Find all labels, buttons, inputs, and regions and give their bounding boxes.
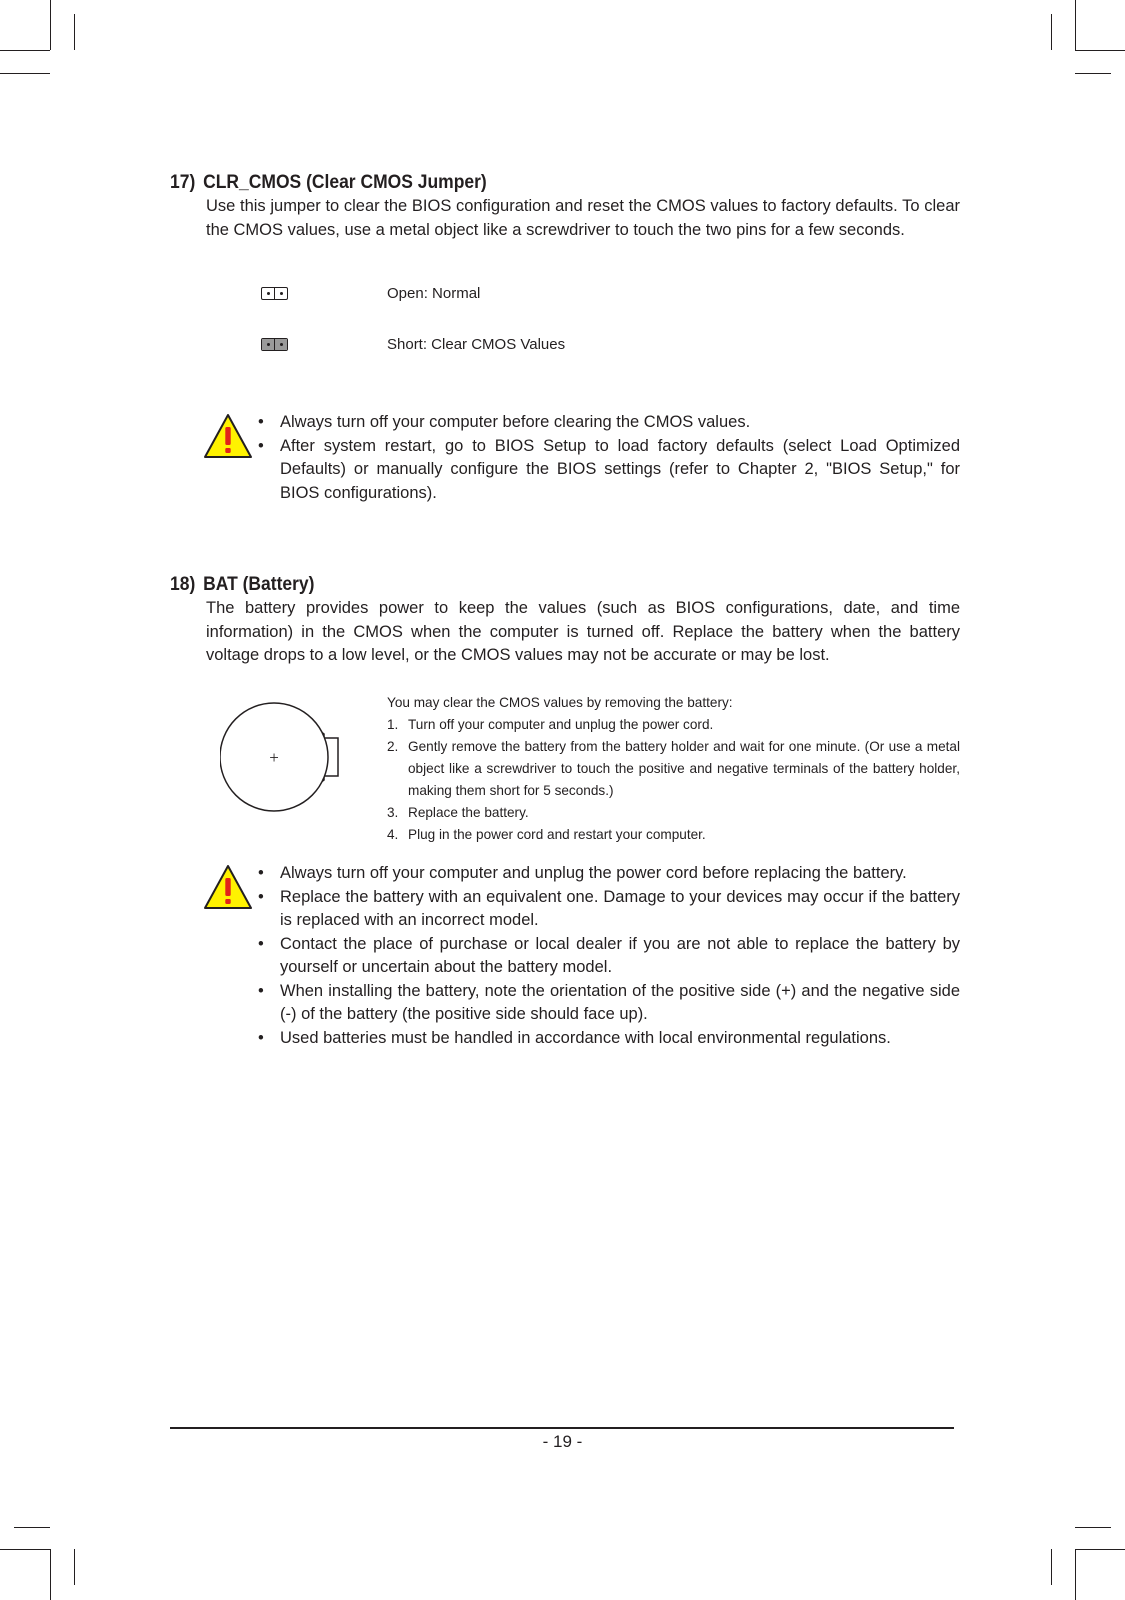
bullet: •: [258, 1028, 264, 1047]
section-heading-clr-cmos: [170, 172, 487, 194]
bullet: •: [258, 981, 264, 1000]
list-item: • Always turn off your computer and unplug the power cord before replacing the battery.: [258, 862, 960, 886]
battery-plus-icon: +: [269, 748, 279, 767]
list-item: • After system restart, go to BIOS Setup to load factory defaults (select Load Optimized Defaults) or manually configure the BIOS settings (refer to Chapter 2, "BIOS Setup," for BIOS configurations).: [258, 436, 960, 502]
crop-mark: [1075, 1549, 1125, 1550]
section-number: 17): [170, 172, 196, 193]
list-item: 2. Gently remove the battery from the battery holder and wait for one minute. (Or use a metal object like a screwdriver to touch the positive and negative terminals of the battery holder, making them short for 5 seconds.): [387, 739, 960, 798]
crop-mark: [74, 14, 75, 50]
jumper-short-label: Short: Clear CMOS Values: [387, 336, 566, 353]
caution-list-battery: [258, 862, 960, 1050]
bullet: •: [258, 436, 264, 455]
crop-mark: [0, 73, 50, 74]
footer-rule: [170, 1427, 954, 1429]
list-item: • Used batteries must be handled in accordance with local environmental regulations.: [258, 1027, 960, 1051]
section-heading-battery: [170, 574, 314, 596]
crop-mark: [1051, 1549, 1052, 1585]
crop-mark: [50, 0, 51, 50]
section-body-battery: The battery provides power to keep the values (such as BIOS configurations, date, and time information) in the CMOS when the computer is turned off. Replace the battery when the battery voltage drops to a low level, or the CMOS values may not be accurate or may be lost.: [206, 599, 960, 664]
section-body-clr-cmos: Use this jumper to clear the BIOS configuration and reset the CMOS values to factory defaults. To clear the CMOS values, use a metal object like a screwdriver to touch the two pins for a few seconds.: [206, 197, 960, 239]
jumper-open-icon: [261, 287, 288, 300]
caution-list-clr-cmos: [258, 411, 960, 505]
crop-mark: [0, 50, 50, 51]
battery-diagram: [220, 700, 345, 815]
list-item: • Replace the battery with an equivalent one. Damage to your devices may occur if the battery is replaced with an incorrect model.: [258, 887, 960, 929]
section-title: CLR_CMOS (Clear CMOS Jumper): [203, 172, 487, 193]
crop-mark: [1075, 0, 1076, 50]
list-item: • Always turn off your computer before clearing the CMOS values.: [258, 411, 960, 435]
section-number: 18): [170, 574, 196, 595]
crop-mark: [1075, 50, 1125, 51]
list-item: 1. Turn off your computer and unplug the power cord.: [387, 717, 714, 732]
battery-steps: [387, 692, 960, 846]
list-item: 4. Plug in the power cord and restart your computer.: [387, 827, 706, 842]
crop-mark: [0, 1549, 50, 1550]
crop-mark: [1075, 1549, 1076, 1600]
warning-icon: [203, 413, 253, 459]
jumper-open-label: Open: Normal: [387, 285, 481, 302]
bullet: •: [258, 413, 264, 431]
bullet: •: [258, 887, 264, 906]
list-item: • Contact the place of purchase or local dealer if you are not able to replace the battery by yourself or uncertain about the battery model.: [258, 934, 960, 976]
crop-mark: [50, 1549, 51, 1600]
bullet: •: [258, 864, 264, 882]
steps-intro: You may clear the CMOS values by removing the battery:: [387, 695, 733, 710]
crop-mark: [1051, 14, 1052, 50]
crop-mark: [14, 1527, 50, 1528]
section-title: BAT (Battery): [203, 574, 315, 595]
jumper-short-icon: [261, 338, 288, 351]
page-number: - 19 -: [542, 1432, 583, 1451]
warning-icon: [203, 864, 253, 910]
crop-mark: [74, 1549, 75, 1585]
list-item: 3. Replace the battery.: [387, 805, 529, 820]
list-item: • When installing the battery, note the orientation of the positive side (+) and the negative side (-) of the battery (the positive side should face up).: [258, 981, 960, 1023]
crop-mark: [1075, 1527, 1111, 1528]
bullet: •: [258, 934, 264, 953]
crop-mark: [1075, 73, 1111, 74]
